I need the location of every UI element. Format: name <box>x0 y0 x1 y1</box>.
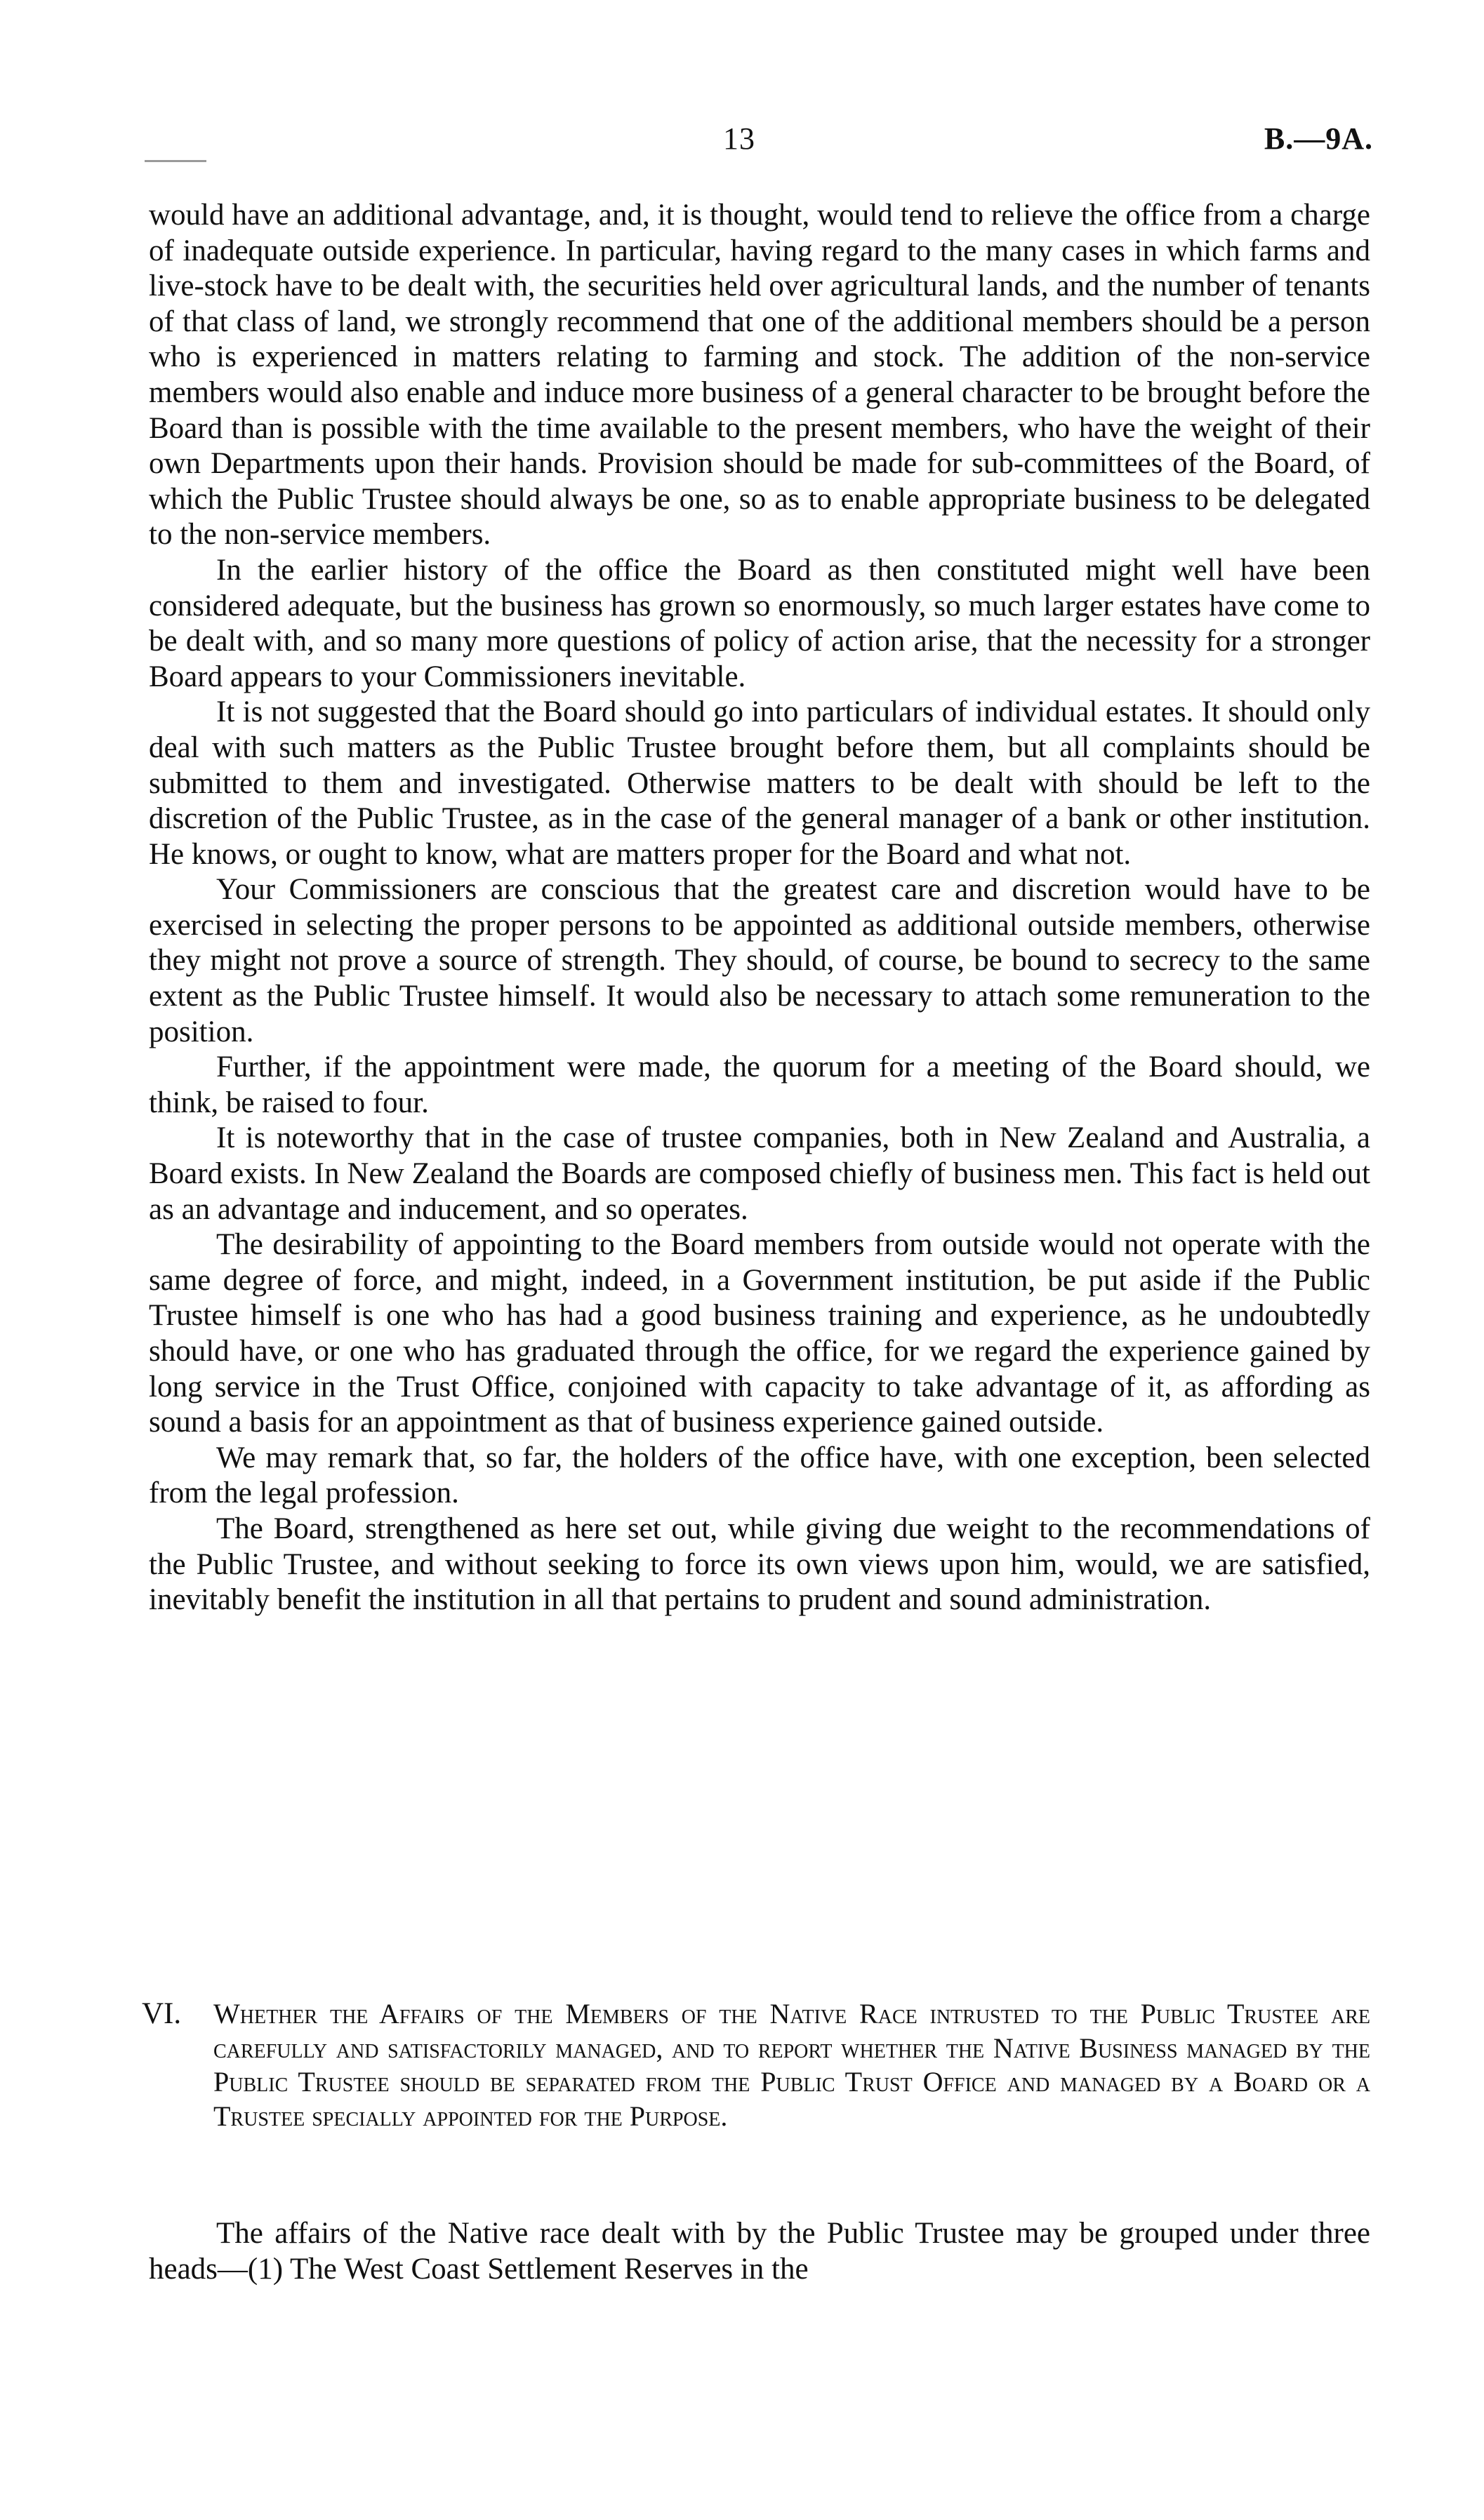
paragraph-quorum: Further, if the appointment were made, the quorum for a meeting of the Board should, we think, be raised to four. <box>149 1051 1370 1119</box>
section-heading-text: Whether the Affairs of the Members of the Native Race intrusted to the Public Trustee are carefully and satisfactorily managed, and to report whether the Native Business managed by the Public Trustee should be separated from the Public Trust Office and managed by a Board or a Trustee specially appointed for the Purpose. <box>213 1998 1370 2132</box>
page-number: 13 <box>723 121 755 156</box>
paragraph-member-selection: Your Commissioners are conscious that the greatest care and discretion would have to be exercised in selecting the proper persons to be appointed as additional outside members, otherwise they might not prove a source of strength. They should, of course, be bound to secrecy to the same extent as the Public Trustee himself. It would also be necessary to attach some remuneration to the position. <box>149 873 1370 1048</box>
body-text <box>149 198 1370 1618</box>
paragraph-continuation: would have an additional advantage, and, it is thought, would tend to relieve the office from a charge of inadequate outside experience. In particular, having regard to the many cases in which farms and live-stock have to be dealt with, the securities held over agricultural lands, and the number of tenants of that class of land, we strongly recommend that one of the additional members should be a person who is experienced in matters relating to farming and stock. The addition of the non-service members would also enable and induce more business of a general character to be brought before the Board than is possible with the time available to the present members, who have the weight of their own Departments upon their hands. Provision should be made for sub-committees of the Board, of which the Public Trustee should always be one, so as to enable appropriate business to be delegated to the non-service members. <box>149 199 1370 552</box>
paragraph-board-scope: It is not suggested that the Board should go into particulars of individual estates. It should only deal with such matters as the Public Trustee brought before them, but all complaints should be submitted to them and investigated. Otherwise matters to be dealt with should be left to the discretion of the Public Trustee, as in the case of the general manager of a bank or other institution. He knows, or ought to know, what are matters proper for the Board and what not. <box>149 695 1370 871</box>
section-heading <box>142 1997 1370 2133</box>
document-reference: B.—9A. <box>1264 121 1373 156</box>
paragraph-desirability: The desirability of appointing to the Board members from outside would not operate with the same degree of force, and might, indeed, in a Government institution, be put aside if the Public Trustee himself is one who has had a good business training and experience, as he undoubtedly should have, or one who has graduated through the office, for we regard the experience gained by long service in the Trust Office, conjoined with capacity to take advantage of it, as affording as sound a basis for an appointment as that of business experience gained outside. <box>149 1228 1370 1439</box>
paragraph-strengthened-board: The Board, strengthened as here set out, while giving due weight to the recommendations of the Public Trustee, and without seeking to force its own views upon him, would, we are satisfied, inevitably benefit the institution in all that pertains to prudent and sound administration. <box>149 1512 1370 1617</box>
paragraph-trustee-companies: It is noteworthy that in the case of trustee companies, both in New Zealand and Australia, a Board exists. In New Zealand the Boards are composed chiefly of business men. This fact is held out as an advantage and inducement, and so operates. <box>149 1121 1370 1226</box>
section-number: VI. <box>142 1997 182 2030</box>
paragraph-legal-profession: We may remark that, so far, the holders of the office have, with one exception, been selected from the legal profession. <box>149 1441 1370 1510</box>
scan-mark <box>145 160 206 162</box>
paragraph-board-history: In the earlier history of the office the Board as then constituted might well have been considered adequate, but the business has grown so enormously, so much larger estates have come to be dealt with, and so many more questions of policy of action arise, that the necessity for a stronger Board appears to your Commissioners inevitable. <box>149 553 1370 693</box>
paragraph-native-affairs: The affairs of the Native race dealt with by the Public Trustee may be grouped under three heads—(1) The West Coast Settlement Reserves in the <box>149 2217 1370 2286</box>
